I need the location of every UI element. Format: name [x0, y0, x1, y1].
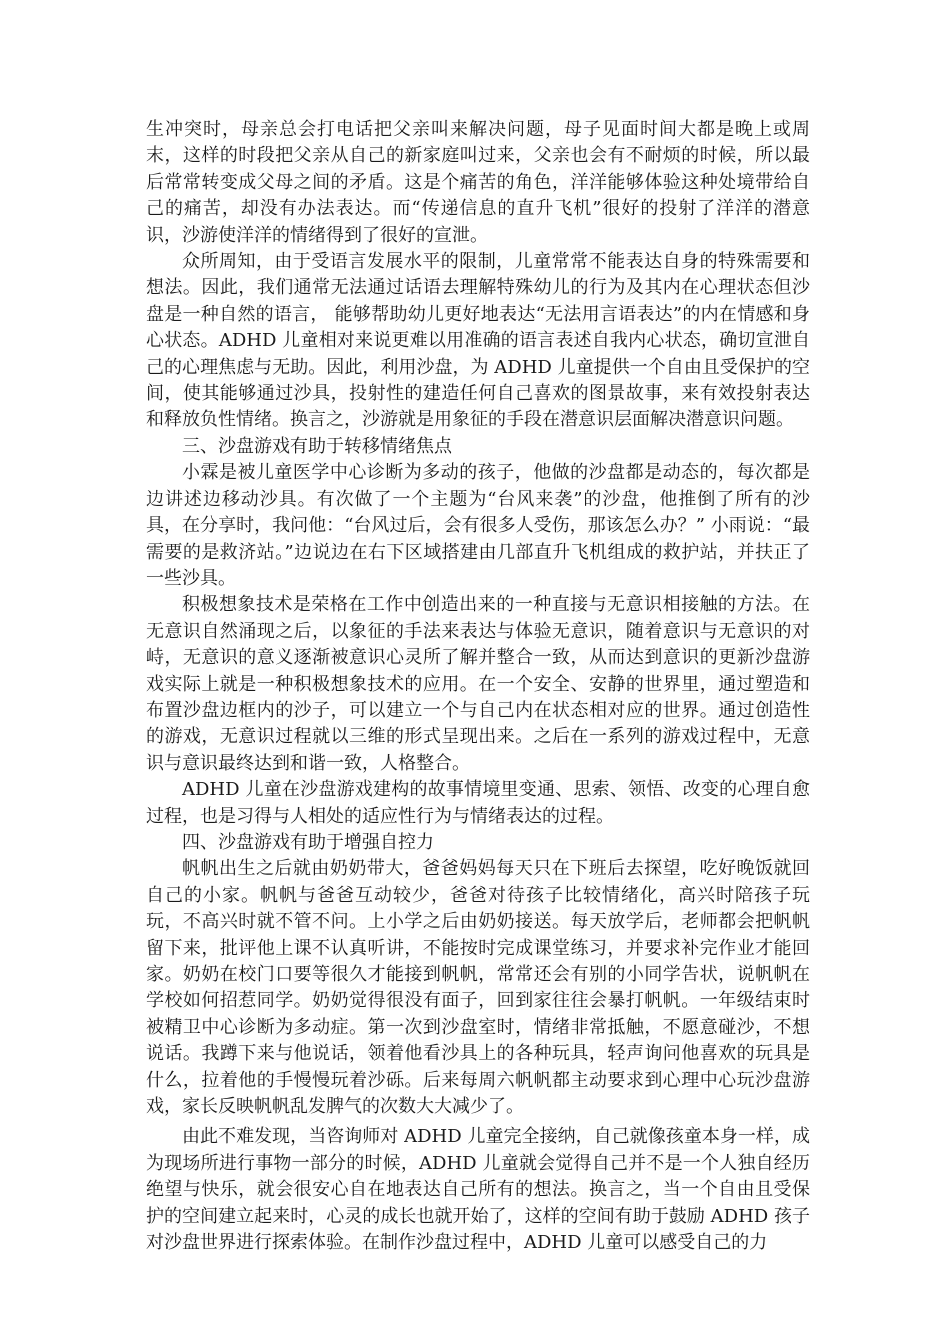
paragraph-4: 小霖是被儿童医学中心诊断为多动的孩子，他做的沙盘都是动态的，每次都是边讲述边移动沙具。有次做了一个主题为“台风来袭”的沙盘，他推倒了所有的沙具，在分享时，我问他：“台风过后，会有很多人受伤，那该怎么办？” 小雨说：“最需要的是救济站。”边说边在右下区域搭建由几部直升飞机组成的救护站，并扶正了一些沙具。	[146, 462, 810, 589]
paragraph-2: 众所周知，由于受语言发展水平的限制，儿童常常不能表达自身的特殊需要和想法。因此，我们通常无法通过话语去理解特殊幼儿的行为及其内在心理状态但沙盘是一种自然的语言， 能够帮助幼儿更好地表达“无法用言语表达”的内在情感和身心状态。ADHD 儿童相对来说更难以用准确的语言表述自我内心状态，确切宣泄自己的心理焦虑与无助。因此，利用沙盘，为 ADHD 儿童提供一个自由且受保护的空间，使其能够通过沙具，投射性的建造任何自己喜欢的图景故事，来有效投射表达和释放负性情绪。换言之，沙游就是用象征的手段在潜意识层面解决潜意识问题。	[146, 251, 810, 431]
paragraph-1: 生冲突时，母亲总会打电话把父亲叫来解决问题，母子见面时间大都是晚上或周末，这样的时段把父亲从自己的新家庭叫过来，父亲也会有不耐烦的时候，所以最后常常转变成父母之间的矛盾。这是个痛苦的角色，洋洋能够体验这种处境带给自己的痛苦，却没有办法表达。而“传递信息的直升飞机”很好的投射了洋洋的潜意识，沙游使洋洋的情绪得到了很好的宣泄。	[146, 119, 810, 246]
paragraph-8: 帆帆出生之后就由奶奶带大，爸爸妈妈每天只在下班后去探望，吃好晚饭就回自己的小家。帆帆与爸爸互动较少，爸爸对待孩子比较情绪化，高兴时陪孩子玩玩，不高兴时就不管不问。上小学之后由奶奶接送。每天放学后，老师都会把帆帆留下来，批评他上课不认真听讲，不能按时完成课堂练习，并要求补完作业才能回家。奶奶在校门口要等很久才能接到帆帆，常常还会有别的小同学告状，说帆帆在学校如何招惹同学。奶奶觉得很没有面子，回到家往往会暴打帆帆。一年级结束时被精卫中心诊断为多动症。第一次到沙盘室时，情绪非常抵触，不愿意碰沙，不想说话。我蹲下来与他说话，领着他看沙具上的各种玩具，轻声询问他喜欢的玩具是什么，拉着他的手慢慢玩着沙砾。后来每周六帆帆都主动要求到心理中心玩沙盘游戏，家长反映帆帆乱发脾气的次数大大减少了。	[146, 858, 810, 1118]
paragraph-5: 积极想象技术是荣格在工作中创造出来的一种直接与无意识相接触的方法。在无意识自然涌现之后，以象征的手法来表达与体验无意识，随着意识与无意识的对峙，无意识的意义逐渐被意识心灵所了解并整合一致，从而达到意识的更新沙盘游戏实际上就是一种积极想象技术的应用。在一个安全、安静的世界里，通过塑造和布置沙盘边框内的沙子，可以建立一个与自己内在状态相对应的世界。通过创造性的游戏，无意识过程就以三维的形式呈现出来。之后在一系列的游戏过程中，无意识与意识最终达到和谐一致，人格整合。	[146, 594, 810, 774]
section-heading-3: 三、沙盘游戏有助于转移情绪焦点	[182, 435, 452, 457]
document-page	[146, 117, 810, 1256]
paragraph-9: 由此不难发现，当咨询师对 ADHD 儿童完全接纳，自己就像孩童本身一样，成为现场所进行事物一部分的时候，ADHD 儿童就会觉得自己并不是一个人独自经历绝望与快乐，就会很安心自在地表达自己所有的想法。换言之，当一个自由且受保护的空间建立起来时，心灵的成长也就开始了，这样的空间有助于鼓励 ADHD 孩子对沙盘世界进行探索体验。在制作沙盘过程中，ADHD 儿童可以感受自己的力	[146, 1126, 810, 1254]
section-heading-4: 四、沙盘游戏有助于增强自控力	[182, 831, 434, 853]
paragraph-6: ADHD 儿童在沙盘游戏建构的故事情境里变通、思索、领悟、改变的心理自愈过程，也是习得与人相处的适应性行为与情绪表达的过程。	[146, 779, 810, 827]
